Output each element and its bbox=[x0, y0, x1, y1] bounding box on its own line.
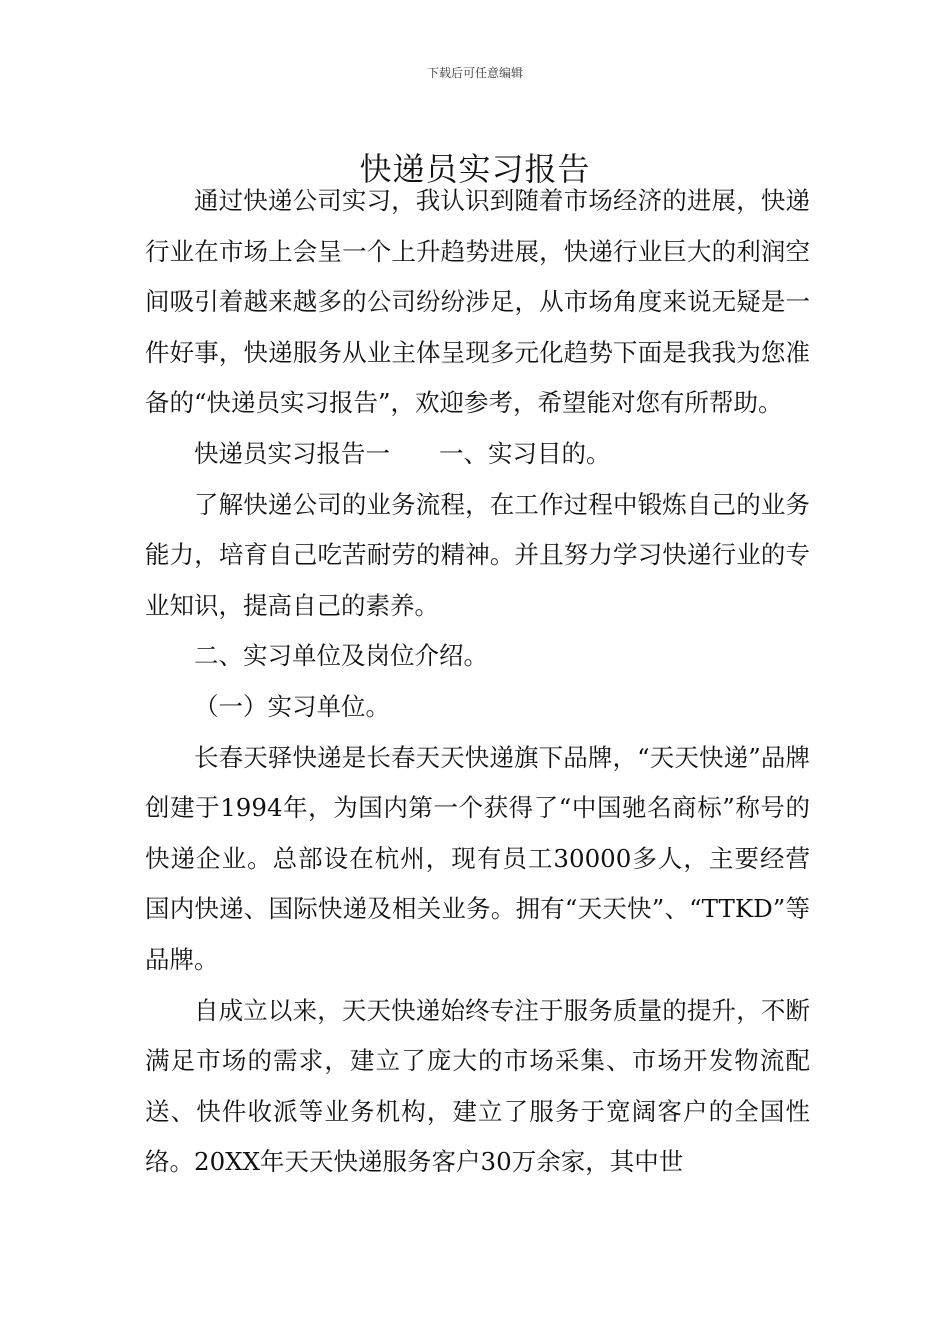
paragraph-subheading-unit: （一）实习单位。 bbox=[194, 691, 390, 721]
paragraph-section-heading-1: 快递员实习报告一 一、实习目的。 bbox=[194, 438, 611, 468]
paragraph-intro: 通过快递公司实习，我认识到随着市场经济的进展，快递行业在市场上会呈一个上升趋势进展，快递行业巨大的利润空间吸引着越来越多的公司纷纷涉足，从市场角度来说无疑是一件好事，快递服务从业主体呈现多元化趋势下面是我我为您准备的“快递员实习报告”，欢迎参考，希望能对您有所帮助。 bbox=[145, 186, 810, 418]
paragraph-section-heading-2: 二、实习单位及岗位介绍。 bbox=[194, 641, 488, 671]
paragraph-purpose: 了解快递公司的业务流程，在工作过程中锻炼自己的业务能力，培育自己吃苦耐劳的精神。并且努力学习快递行业的专业知识，提高自己的素养。 bbox=[145, 489, 810, 620]
paragraph-company-intro: 长春天驿快递是长春天天快递旗下品牌，“天天快递”品牌创建于1994年，为国内第一个获得了“中国驰名商标”称号的快递企业。总部设在杭州，现有员工30000多人，主要经营国内快递、国际快递及相关业务。拥有“天天快”、“TTKD”等品牌。 bbox=[145, 742, 810, 974]
header-note: 下载后可任意编辑 bbox=[426, 66, 523, 80]
document-body bbox=[145, 176, 810, 1188]
paragraph-company-history: 自成立以来，天天快递始终专注于服务质量的提升，不断满足市场的需求，建立了庞大的市场采集、市场开发物流配送、快件收派等业务机构，建立了服务于宽阔客户的全国性络。20XX年天天快递服务客户30万余家，其中世 bbox=[145, 995, 810, 1177]
document-title: 快递员实习报告 bbox=[359, 150, 591, 189]
